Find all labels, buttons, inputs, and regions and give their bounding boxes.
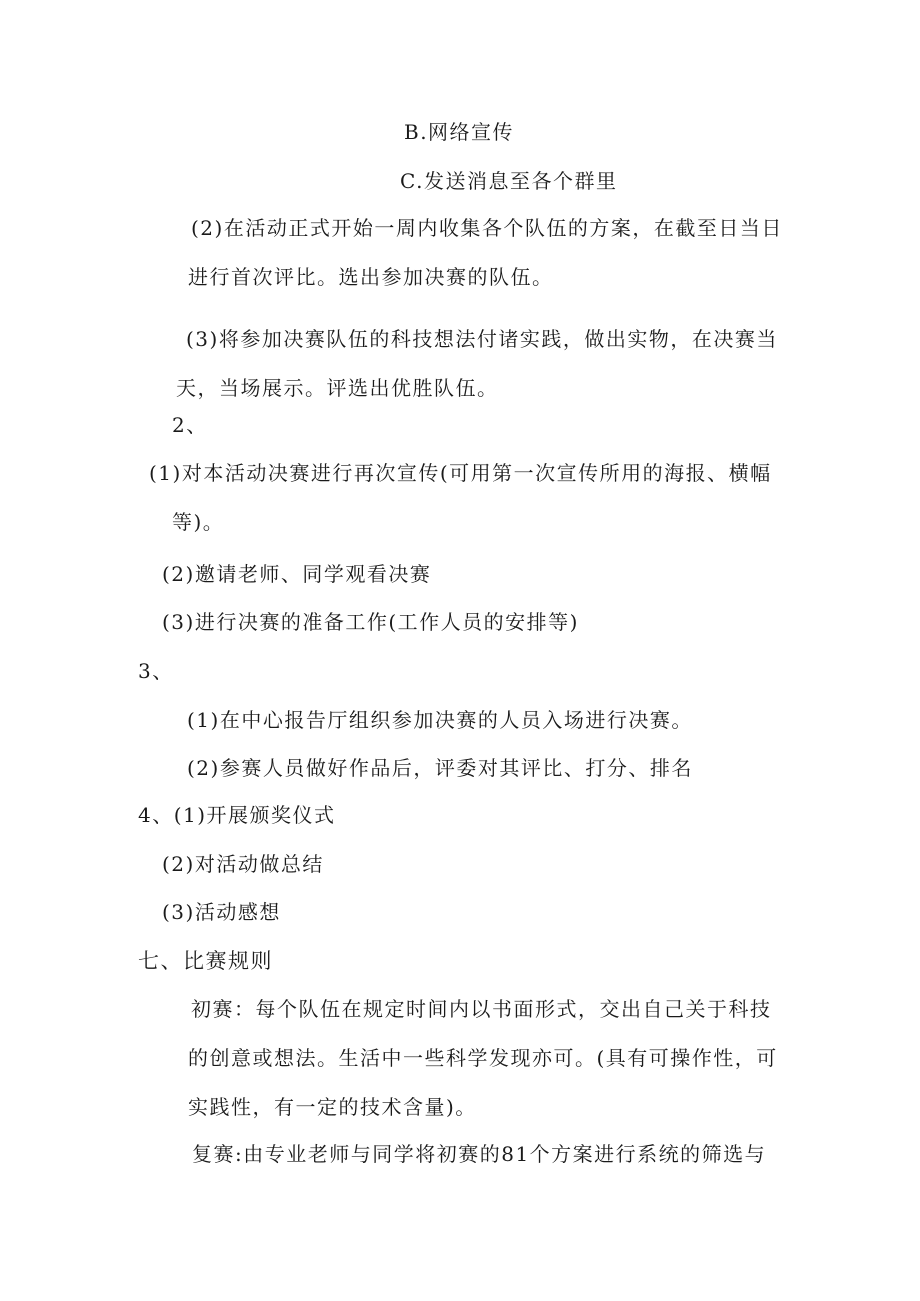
- list-item-c: C.发送消息至各个群里: [400, 169, 618, 193]
- rule-first-round: 初赛：每个队伍在规定时间内以书面形式，交出自己关于科技的创意或想法。生活中一些科学发现亦可。(具有可操作性，可实践性，有一定的技术含量)。: [188, 997, 778, 1119]
- step-4-item-2: (2)对活动做总结: [162, 852, 324, 876]
- step-2-item-1: (1)对本活动决赛进行再次宣传(可用第一次宣传所用的海报、横幅等)。: [149, 461, 772, 534]
- step-4-item-1: 4、(1)开展颁奖仪式: [138, 803, 336, 827]
- rule-second-round: 复赛:由专业老师与同学将初赛的81个方案进行系统的筛选与: [192, 1142, 767, 1166]
- step-3-heading: 3、: [138, 659, 174, 683]
- step-2-heading: 2、: [172, 413, 208, 437]
- list-item-b: B.网络宣传: [404, 120, 515, 144]
- step-1-item-2: (2)在活动正式开始一周内收集各个队伍的方案，在截至日当日进行首次评比。选出参加决赛的队伍。: [188, 216, 783, 289]
- step-3-item-2: (2)参赛人员做好作品后，评委对其评比、打分、排名: [187, 756, 693, 780]
- step-2-item-3: (3)进行决赛的准备工作(工作人员的安排等): [162, 610, 579, 634]
- step-4-item-3: (3)活动感想: [162, 900, 281, 924]
- step-2-item-2: (2)邀请老师、同学观看决赛: [162, 562, 432, 586]
- step-1-item-3: (3)将参加决赛队伍的科技想法付诸实践，做出实物，在决赛当天，当场展示。评选出优胜队伍。: [176, 327, 778, 400]
- step-3-item-1: (1)在中心报告厅组织参加决赛的人员入场进行决赛。: [187, 708, 693, 732]
- section-7-heading: 七、比赛规则: [138, 949, 273, 973]
